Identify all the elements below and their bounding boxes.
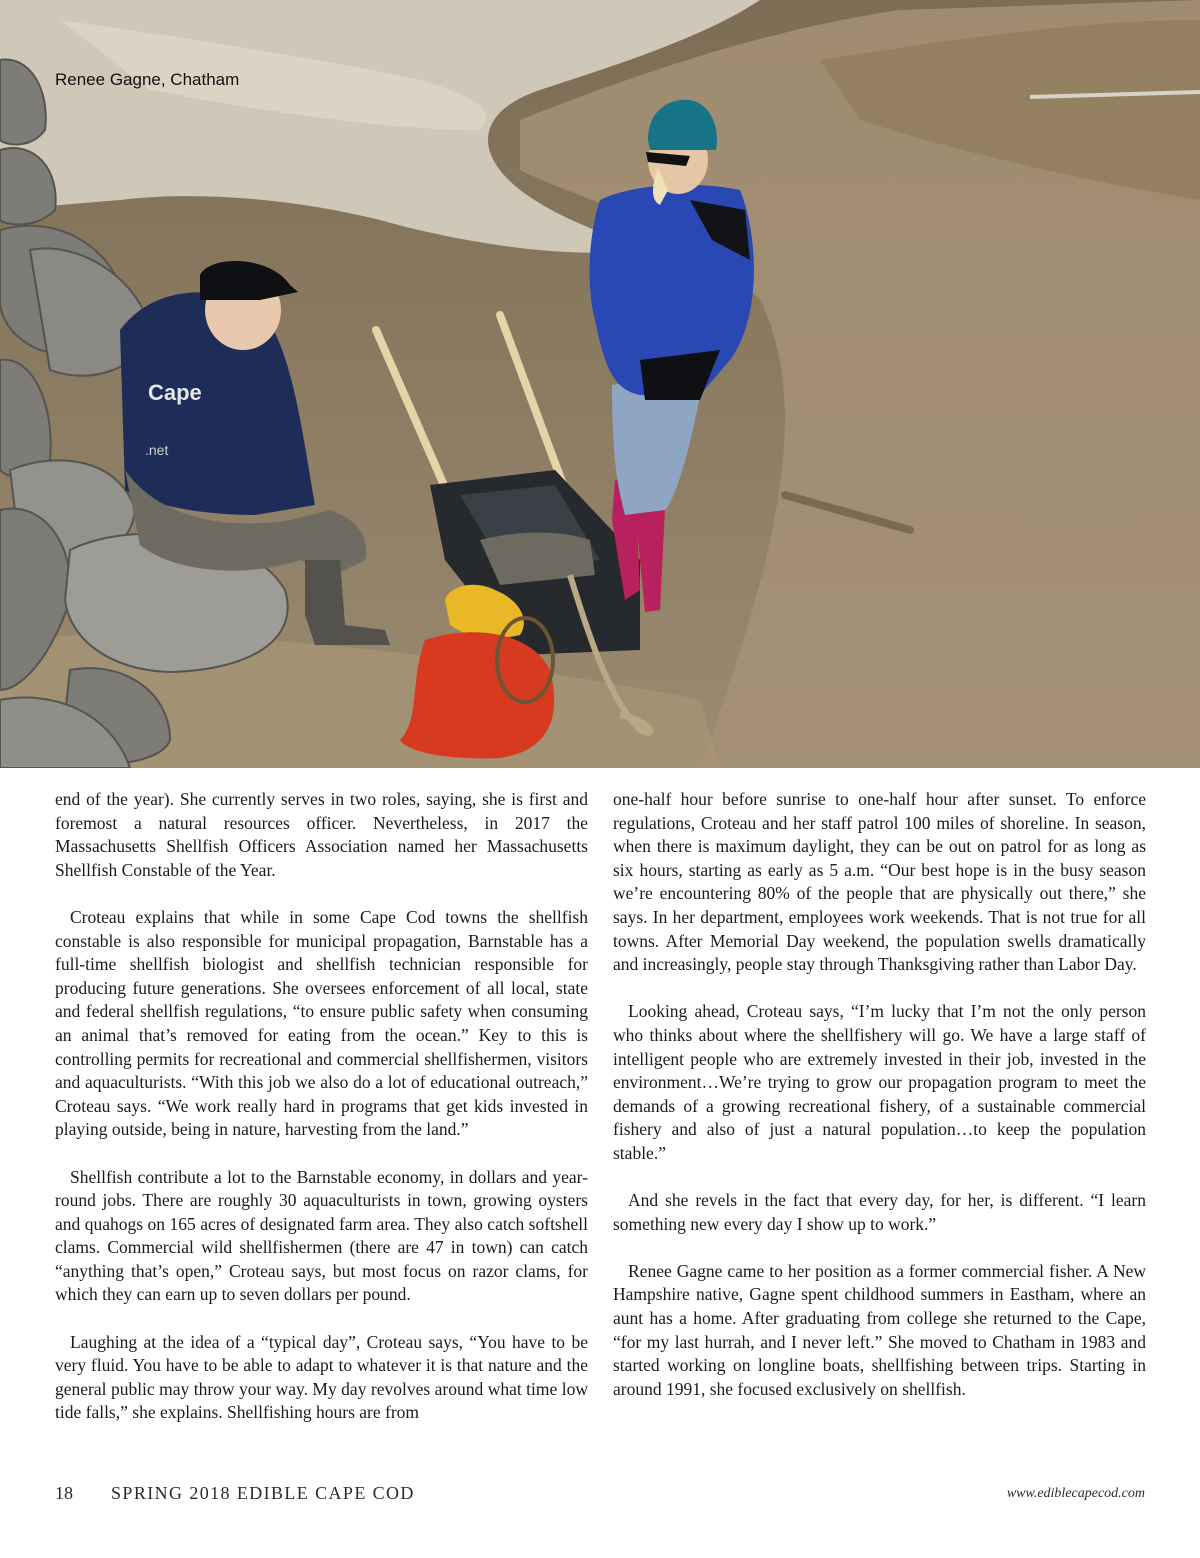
- article-column-left: [55, 788, 588, 1425]
- paragraph: Renee Gagne came to her position as a former commercial fisher. A New Hampshire native, Gagne spent childhood summers in Eastham, where an aunt has a home. After graduating from college she returned to the Cape, “for my last hurrah, and I never left.” She moved to Chatham in 1983 and started working on longline boats, shellfishing between trips. Starting in around 1991, she focused exclusively on shellfish.: [613, 1260, 1146, 1399]
- paragraph: Shellfish contribute a lot to the Barnstable economy, in dollars and year-round jobs. There are roughly 30 aquaculturists in town, growing oysters and quahogs on 165 acres of designated farm area. They also catch softshell clams. Commercial wild shellfishermen (there are 47 in town) can catch “anything that’s open,” Croteau says, but most focus on razor clams, for which they can earn up to seven dollars per pound.: [55, 1166, 588, 1305]
- apron-text-small: .net: [145, 442, 169, 458]
- paragraph: Croteau explains that while in some Cape Cod towns the shellfish constable is also responsible for municipal propagation, Barnstable has a full-time shellfish biologist and shellfish technician responsible for producing future generations. She oversees enforcement of all local, state and federal shellfish regulations, “to ensure public safety when consuming an animal that’s removed for eating from the ocean.” Key to this is controlling permits for recreational and commercial shellfishermen, visitors and aquaculturists. “With this job we also do a lot of educational outreach,” Croteau says. “We work really hard in programs that get kids invested in playing outside, being in nature, harvesting from the land.”: [55, 906, 588, 1140]
- paragraph: one-half hour before sunrise to one-half hour after sunset. To enforce regulations, Croteau and her staff patrol 100 miles of shoreline. In season, when there is maximum daylight, they can be out on patrol for as long as six hours, starting as early as 5 a.m. “Our best hope is in the busy season we’re encountering 80% of the people that are physically out there,” she says. In her department, employees work weekends. That is not true for all towns. After Memorial Day weekend, the population swells dramatically and increasingly, people stay through Thanksgiving rather than Labor Day.: [613, 789, 1146, 975]
- article-photo: [0, 0, 1200, 768]
- paragraph: Laughing at the idea of a “typical day”, Croteau says, “You have to be very fluid. You have to be able to adapt to whatever it is that nature and the general public may throw your way. My day revolves around what time low tide falls,” she explains. Shellfishing hours are from: [55, 1331, 588, 1423]
- masthead: SPRING 2018 EDIBLE CAPE COD: [111, 1483, 415, 1503]
- page-number: 18: [55, 1483, 73, 1503]
- apron-text: Cape: [148, 380, 202, 405]
- photo-illustration: [0, 0, 1200, 768]
- paragraph: And she revels in the fact that every day, for her, is different. “I learn something new every day I show up to work.”: [613, 1190, 1146, 1234]
- paragraph: end of the year). She currently serves in two roles, saying, she is first and foremost a natural resources officer. Nevertheless, in 2017 the Massachusetts Shellfish Officers Association named her Massachusetts Shellfish Constable of the Year.: [55, 789, 588, 880]
- article-column-right: [613, 788, 1146, 1401]
- paragraph: Looking ahead, Croteau says, “I’m lucky that I’m not the only person who thinks about where the shellfishery will go. We have a large staff of intelligent people who are extremely invested in their job, invested in the environment…We’re trying to grow our propagation program to meet the demands of a growing recreational fishery, of a sustainable commercial fishery and also of just a natural population…to keep the population stable.”: [613, 1001, 1146, 1163]
- website-link[interactable]: www.ediblecapecod.com: [1006, 1486, 1145, 1501]
- photo-caption: Renee Gagne, Chatham: [55, 70, 240, 89]
